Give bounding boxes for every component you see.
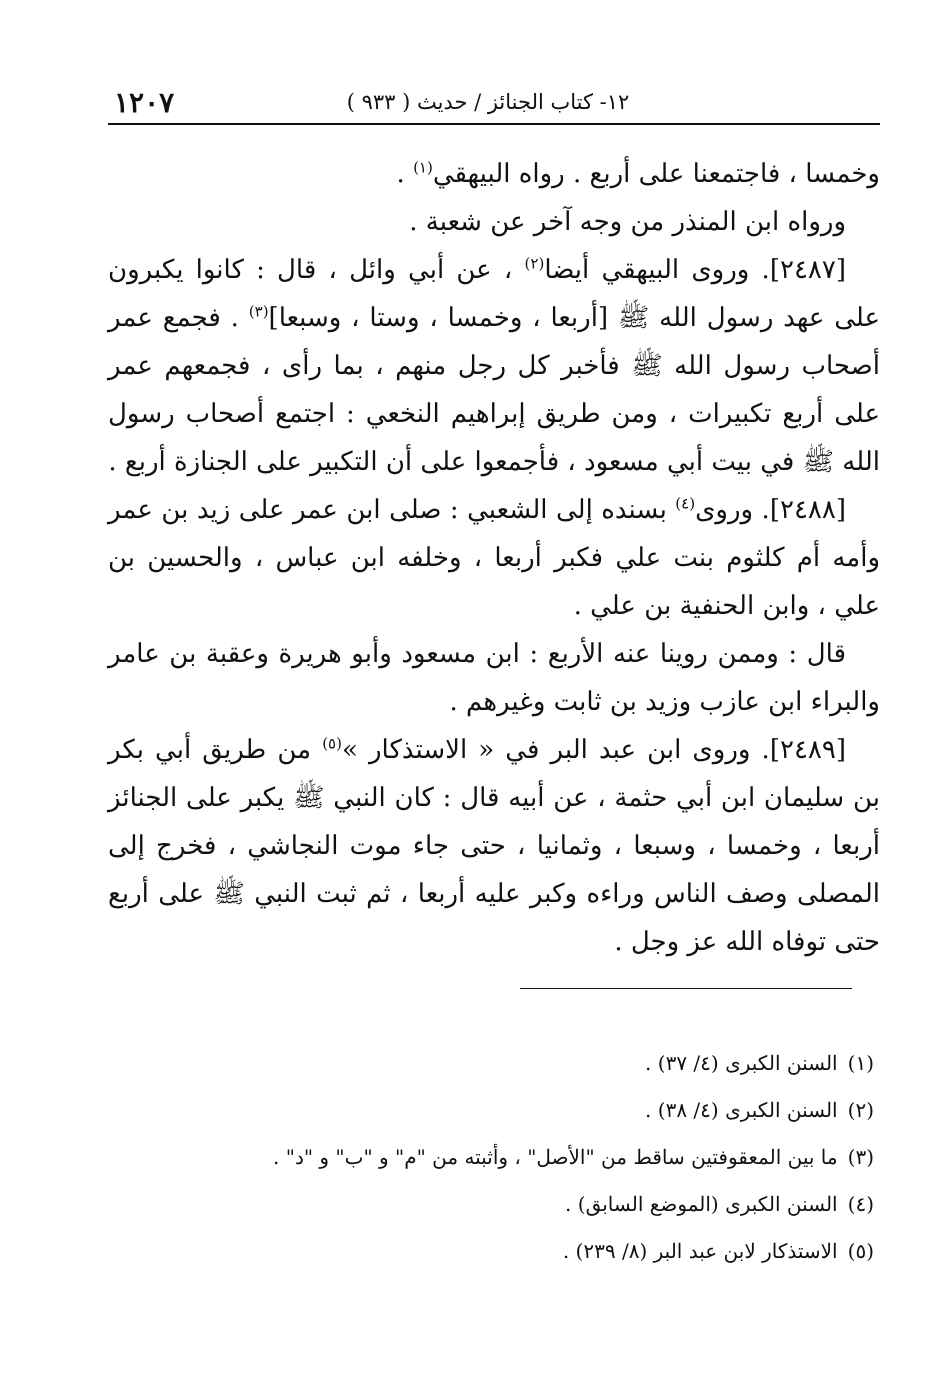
footnote-ref-5[interactable]: (٥) — [322, 734, 342, 753]
footnote-ref-3[interactable]: (٣) — [248, 302, 269, 321]
paragraph-2: ورواه ابن المنذر من وجه آخر عن شعبة . — [409, 207, 846, 237]
footnote-3: (٣)ما بين المعقوفتين ساقط من "الأصل" ، وأثبته من "م" و "ب" و "د" . — [273, 1145, 874, 1169]
footnote-ref-2[interactable]: (٢) — [524, 254, 545, 273]
page-number: ١٢٠٧ — [114, 86, 175, 119]
footnote-2: (٢)السنن الكبرى (٤/ ٣٨) . — [645, 1098, 874, 1122]
footnote-5: (٥)الاستذكار لابن عبد البر (٨/ ٢٣٩) . — [562, 1239, 874, 1263]
main-text — [108, 150, 880, 966]
footnote-1: (١)السنن الكبرى (٤/ ٣٧) . — [645, 1051, 874, 1075]
paragraph-5: قال : وممن روينا عنه الأربع : ابن مسعود وأبو هريرة وعقبة بن عامر والبراء ابن عازب وزيد بن ثابت وغيرهم . — [108, 639, 880, 717]
hadith-number: [٢٤٨٩] — [769, 735, 846, 765]
footnote-ref-1[interactable]: (١) — [413, 158, 433, 177]
footnote-4: (٤)السنن الكبرى (الموضع السابق) . — [565, 1192, 874, 1216]
hadith-2488: [٢٤٨٨]. وروى$^{(٤)}$ بسنده إلى الشعبي : صلى ابن عمر على زيد بن عمر وأمه أم كلثوم بنت علي فكبر أربعا ، وخلفه ابن عباس ، والحسين بن علي ، وابن الحنفية بن علي . — [108, 494, 880, 621]
page-header — [108, 84, 880, 124]
hadith-2489: [٢٤٨٩]. وروى ابن عبد البر في « الاستذكار »$^{(٥)}$ من طريق أبي بكر بن سليمان ابن أبي حثمة ، عن أبيه قال : كان النبي ﷺ يكبر على الجنائز أربعا ، وخمسا ، وسبعا ، وثمانيا ، حتى جاء موت النجاشي ، فخرج إلى المصلى وصف الناس وراءه وكبر عليه أربعا ، ثم ثبت النبي ﷺ على أربع حتى توفاه الله عز وجل . — [108, 734, 880, 957]
hadith-2487: [٢٤٨٧]. وروى البيهقي أيضا$^{(٢)}$ ، عن أبي وائل ، قال : كانوا يكبرون على عهد رسول الله ﷺ [أربعا ، وخمسا ، وستا ، وسبعا]$^{(٣)}$ . فجمع عمر أصحاب رسول الله ﷺ فأخبر كل رجل منهم ، بما رأى ، فجمعهم عمر على أربع تكبيرات ، ومن طريق إبراهيم النخعي : اجتمع أصحاب رسول الله ﷺ في بيت أبي مسعود ، فأجمعوا على أن التكبير على الجنازة أربع . — [108, 254, 880, 477]
hadith-number: [٢٤٨٧] — [769, 255, 846, 285]
paragraph-1: وخمسا ، فاجتمعنا على أربع . رواه البيهقي$^{(١)}$ . — [396, 158, 880, 189]
header-rule — [108, 123, 880, 125]
hadith-number: [٢٤٨٨] — [769, 495, 846, 525]
footnote-separator — [520, 988, 852, 989]
footnotes — [108, 1040, 880, 1275]
running-title: ١٢- كتاب الجنائز / حديث ( ٩٣٣ ) — [346, 90, 630, 114]
footnote-ref-4[interactable]: (٤) — [675, 494, 696, 513]
